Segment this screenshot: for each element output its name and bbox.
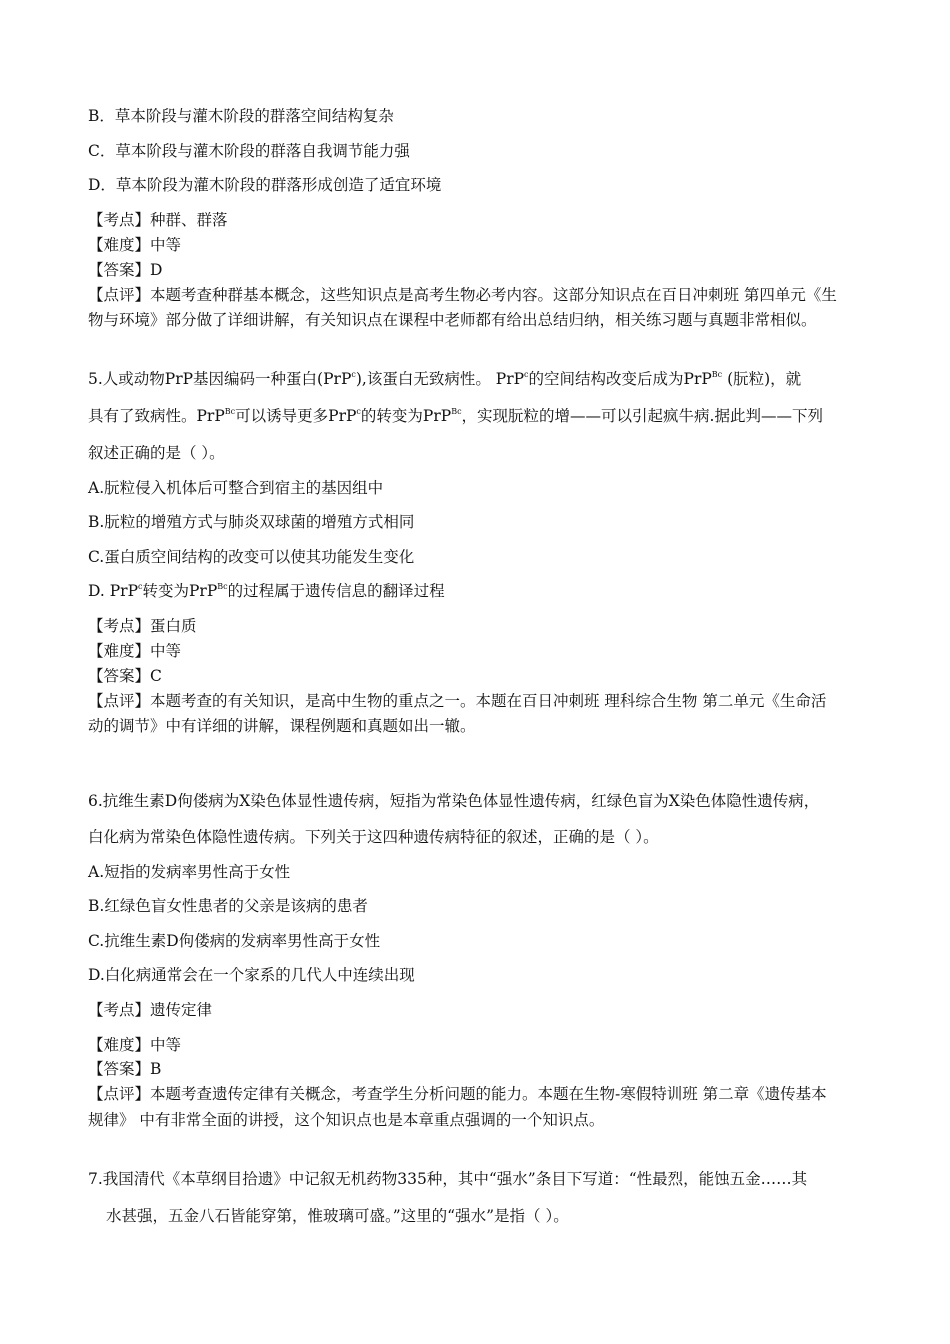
q6-daan: 【答案】B — [88, 1060, 162, 1078]
q4-dianping-line-1: 【点评】本题考查种群基本概念，这些知识点是高考生物必考内容。这部分知识点在百日冲刺班 第四单元《生 — [88, 286, 837, 304]
q5-option-c: C.蛋白质空间结构的改变可以使其功能发生变化 — [88, 548, 415, 566]
q6-option-b: B.红绿色盲女性患者的父亲是该病的患者 — [88, 897, 368, 915]
q4-option-c: C．草本阶段与灌木阶段的群落自我调节能力强 — [88, 142, 410, 160]
q6-dianping-line-2: 规律》 中有非常全面的讲授，这个知识点也是本章重点强调的一个知识点。 — [88, 1111, 605, 1129]
q6-kaodian: 【考点】遗传定律 — [88, 1001, 213, 1019]
q4-option-d: D．草本阶段为灌木阶段的群落形成创造了适宜环境 — [88, 176, 442, 194]
q4-option-b: B．草本阶段与灌木阶段的群落空间结构复杂 — [88, 107, 394, 125]
q4-nandu: 【难度】中等 — [88, 236, 182, 254]
q5-option-d: D. PrP$^c$转变为PrP$^{Bc}$的过程属于遗传信息的翻译过程 — [88, 582, 445, 600]
q7-stem-line-1: 7.我国清代《本草纲目拾遗》中记叙无机药物335种，其中“强水”条目下写道：“性最烈，能蚀五金……其 — [88, 1170, 808, 1188]
q5-option-b: B.朊粒的增殖方式与肺炎双球菌的增殖方式相同 — [88, 513, 415, 531]
q6-stem-line-2: 白化病为常染色体隐性遗传病。下列关于这四种遗传病特征的叙述，正确的是（ ）。 — [88, 828, 659, 846]
q4-kaodian: 【考点】种群、群落 — [88, 211, 228, 229]
q6-nandu: 【难度】中等 — [88, 1036, 182, 1054]
q6-dianping-line-1: 【点评】本题考查遗传定律有关概念，考查学生分析问题的能力。本题在生物-寒假特训班 第二章《遗传基本 — [88, 1085, 827, 1103]
q5-stem-line-3: 叙述正确的是（ ）。 — [88, 444, 225, 462]
q5-dianping-line-1: 【点评】本题考查的有关知识，是高中生物的重点之一。本题在百日冲刺班 理科综合生物 第二单元《生命活 — [88, 692, 827, 710]
q5-stem-line-1: 5.人或动物PrP基因编码一种蛋白(PrP$^c$),该蛋白无致病性。 PrP$^c$的空间结构改变后成为PrP$^{Bc}$ (朊粒)，就 — [88, 370, 802, 388]
q6-stem-line-1: 6.抗维生素D佝偻病为X染色体显性遗传病，短指为常染色体显性遗传病，红绿色盲为X染色体隐性遗传病， — [88, 792, 820, 810]
q6-option-a: A.短指的发病率男性高于女性 — [88, 863, 291, 881]
q7-stem-line-2: 水甚强，五金八石皆能穿第，惟玻璃可盛。”这里的“强水”是指（ ）。 — [106, 1207, 569, 1225]
q6-option-d: D.白化病通常会在一个家系的几代人中连续出现 — [88, 966, 415, 984]
q5-stem-line-2: 具有了致病性。PrP$^{Bc}$可以诱导更多PrP$^c$的转变为PrP$^{Bc}$，实现朊粒的增——可以引起疯牛病.据此判——下列 — [88, 407, 823, 425]
q6-option-c: C.抗维生素D佝偻病的发病率男性高于女性 — [88, 932, 381, 950]
q4-daan: 【答案】D — [88, 261, 163, 279]
q5-daan: 【答案】C — [88, 667, 162, 685]
q5-dianping-line-2: 动的调节》中有详细的讲解，课程例题和真题如出一辙。 — [88, 717, 476, 735]
q4-dianping-line-2: 物与环境》部分做了详细讲解，有关知识点在课程中老师都有给出总结归纳，相关练习题与真题非常相似。 — [88, 311, 817, 329]
q5-option-a: A.朊粒侵入机体后可整合到宿主的基因组中 — [88, 479, 384, 497]
q5-kaodian: 【考点】蛋白质 — [88, 617, 197, 635]
q5-nandu: 【难度】中等 — [88, 642, 182, 660]
